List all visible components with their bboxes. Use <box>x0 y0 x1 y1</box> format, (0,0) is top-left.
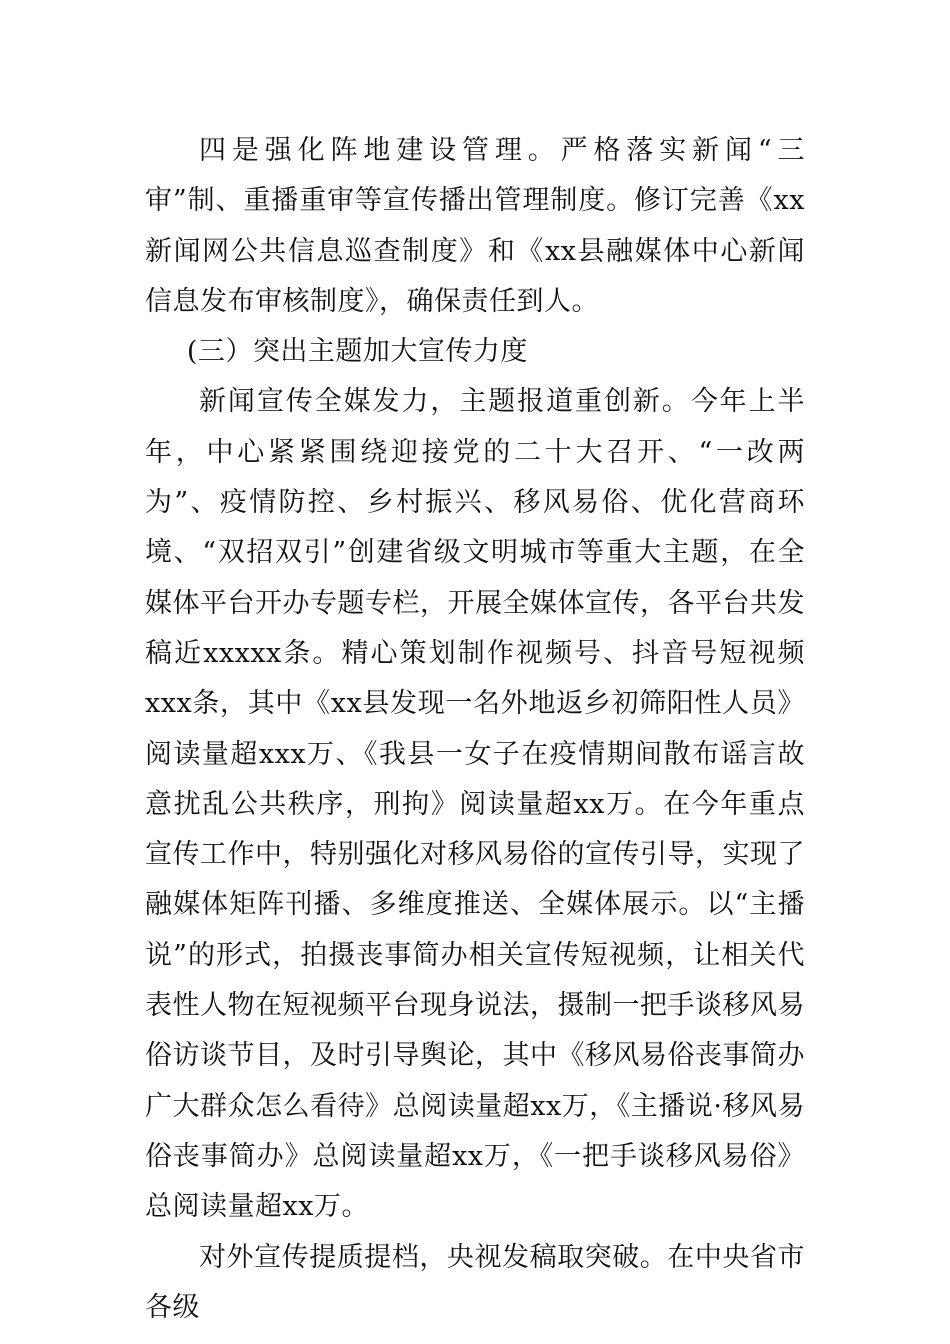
paragraph-position-management: 四是强化阵地建设管理。严格落实新闻“三审”制、重播重审等宣传播出管理制度。修订完善《xx新闻网公共信息巡查制度》和《xx县融媒体中心新闻信息发布审核制度》，确保责任到人。 <box>145 135 805 317</box>
paragraph-theme-reporting: 新闻宣传全媒发力，主题报道重创新。今年上半年，中心紧紧围绕迎接党的二十大召开、“一改两为”、疫情防控、乡村振兴、移风易俗、优化营商环境、“双招双引”创建省级文明城市等重大主题，在全媒体平台开办专题专栏，开展全媒体宣传，各平台共发稿近xxxxx条。精心策划制作视频号、抖音号短视频xxx条，其中《xx县发现一名外地返乡初筛阳性人员》阅读量超xxx万、《我县一女子在疫情期间散布谣言故意扰乱公共秩序，刑拘》阅读量超xx万。在今年重点宣传工作中，特别强化对移风易俗的宣传引导，实现了融媒体矩阵刊播、多维度推送、全媒体展示。以“主播说”的形式，拍摄丧事简办相关宣传短视频，让相关代表性人物在短视频平台现身说法，摄制一把手谈移风易俗访谈节目，及时引导舆论，其中《移风易俗丧事简办广大群众怎么看待》总阅读量超xx万，《主播说·移风易俗丧事简办》总阅读量超xx万，《一把手谈移风易俗》总阅读量超xx万。 <box>145 386 805 1223</box>
section-heading-3: (三）突出主题加大宣传力度 <box>186 336 528 368</box>
paragraph-external-publicity: 对外宣传提质提档，央视发稿取突破。在中央省市各级 <box>145 1241 805 1323</box>
document-body <box>145 126 805 1333</box>
